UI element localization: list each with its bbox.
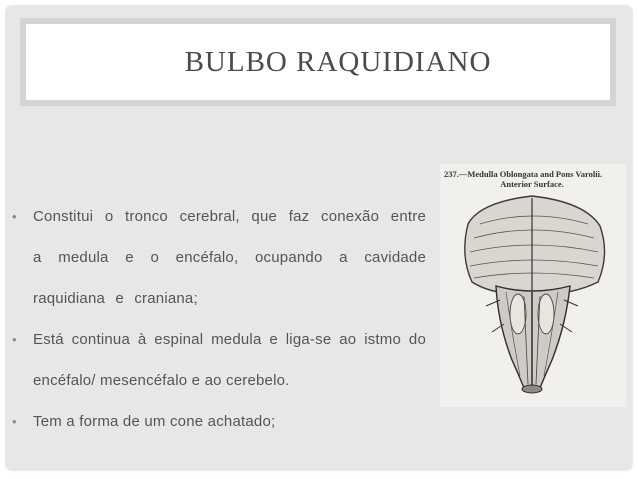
bullet-dot-icon: •: [12, 209, 17, 224]
bullet-dot-icon: •: [12, 332, 17, 347]
slide: [6, 6, 632, 470]
slide-title: BULBO RAQUIDIANO: [184, 45, 492, 78]
medulla-illustration: [440, 164, 626, 407]
bullet-item: [6, 196, 426, 319]
figure-caption-line2: Anterior Surface.: [500, 179, 564, 189]
bullet-text: Tem a forma de um cone achatado;: [33, 413, 276, 430]
bullet-list: [6, 196, 426, 442]
bullet-item: [6, 319, 426, 401]
bullet-text: Constitui o tronco cerebral, que faz conexão entre a medula e o encéfalo, ocupando a cavidade raquidiana e craniana;: [33, 208, 426, 307]
title-box: [20, 18, 616, 106]
medulla-drawing: [440, 164, 626, 407]
bullet-dot-icon: •: [12, 414, 17, 429]
bullet-text: Está continua à espinal medula e liga-se ao istmo do encéfalo/ mesencéfalo e ao cerebelo.: [33, 331, 426, 389]
figure-caption-line1: 237.—Medulla Oblongata and Pons Varolii.: [444, 169, 603, 179]
bullet-item: [6, 401, 426, 442]
